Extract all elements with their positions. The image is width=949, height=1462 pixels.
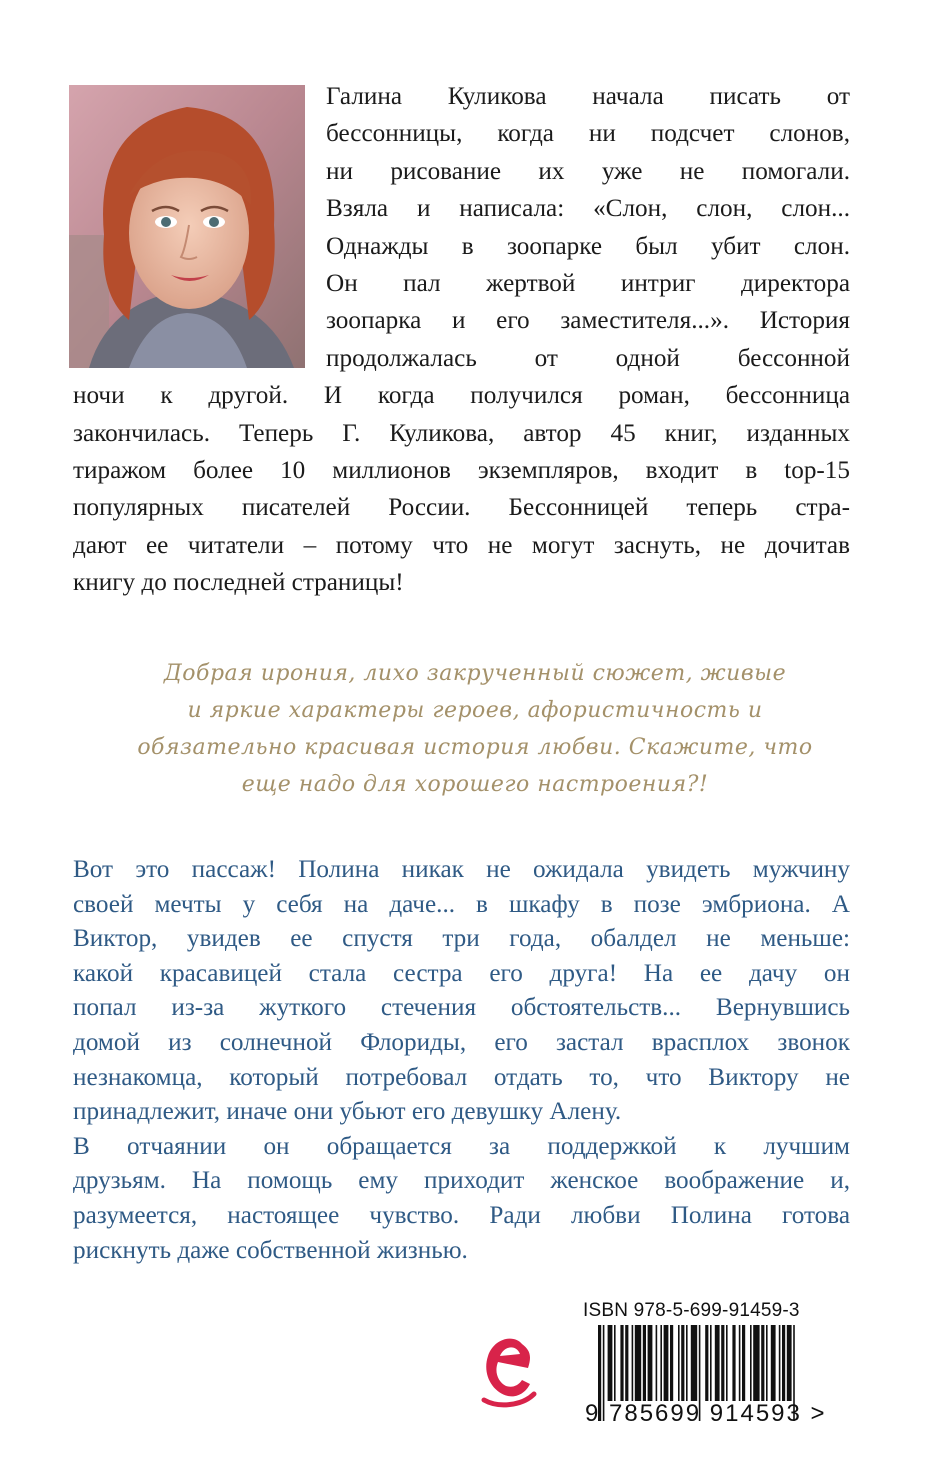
blurb-line: Виктор, увидев ее спустя три года, обалдел не меньше: <box>73 925 850 953</box>
bio-line: популярных писателей России. Бессонницей теперь стра- <box>73 494 850 522</box>
publisher-logo-icon <box>478 1330 540 1408</box>
blurb-line: своей мечты у себя на даче... в шкафу в позе эмбриона. А <box>73 890 850 918</box>
barcode-bar <box>771 1325 776 1401</box>
barcode-bar <box>686 1325 688 1401</box>
barcode-bar <box>721 1325 724 1401</box>
barcode-bar <box>625 1325 628 1401</box>
barcode-bar <box>732 1325 735 1401</box>
quote-line: обязательно красивая история любви. Скажите, что <box>137 735 813 760</box>
barcode-bar <box>726 1325 728 1401</box>
barcode-bar <box>753 1325 759 1401</box>
quote-line: еще надо для хорошего настроения?! <box>241 772 709 797</box>
blurb-line: попал из-за жуткого стечения обстоятельств... Вернувшись <box>73 994 850 1022</box>
barcode-bar <box>643 1325 646 1401</box>
barcode-bar <box>742 1325 745 1401</box>
barcode-bar <box>761 1325 764 1401</box>
blurb-line: домой из солнечной Флориды, его застал врасплох звонок <box>73 1028 850 1056</box>
blurb-line: друзьям. На помощь ему приходит женское воображение и, <box>73 1167 850 1195</box>
bio-line: Он пал жертвой интриг директора <box>326 269 850 297</box>
book-blurb <box>73 853 850 1268</box>
bio-line: ночи к другой. И когда получился роман, бессонница <box>73 382 850 410</box>
barcode-bar <box>779 1325 781 1401</box>
barcode-bar <box>678 1325 680 1401</box>
bio-line: Взяла и написала: «Слон, слон, слон... <box>326 195 850 223</box>
barcode-bar <box>608 1325 613 1401</box>
barcode-bar <box>691 1325 697 1401</box>
barcode-bar <box>635 1325 641 1401</box>
bio-line: бессонницы, когда ни подсчет слонов, <box>326 120 850 148</box>
barcode-bar <box>670 1325 673 1401</box>
barcode-bar <box>614 1325 616 1401</box>
bio-line: ни рисование их уже не помогали. <box>326 157 850 185</box>
blurb-line: рискнуть даже собственной жизнью. <box>73 1236 468 1264</box>
blurb-line: Вот это пассаж! Полина никак не ожидала увидеть мужчину <box>73 856 850 883</box>
blurb-line: принадлежит, иначе они убьют его девушку Алену. <box>73 1098 622 1126</box>
bio-line: Однажды в зоопарке был убит слон. <box>326 232 850 260</box>
bio-line: тиражом более 10 миллионов экземпляров, входит в top-15 <box>73 456 850 484</box>
barcode-bar <box>648 1325 653 1401</box>
barcode-bar <box>710 1325 712 1401</box>
bio-line: зоопарка и его заместителя...». История <box>326 307 850 335</box>
bio-line: продолжалась от одной бессонной <box>326 344 850 372</box>
barcode-digits: 9 785699 914593 > <box>585 1400 827 1427</box>
blurb-line: В отчаянии он обращается за поддержкой к лучшим <box>73 1132 850 1160</box>
barcode-bar <box>766 1325 768 1401</box>
quote-line: и яркие характеры героев, афористичность и <box>187 698 763 723</box>
barcode-bar <box>739 1325 741 1401</box>
blurb-line: разумеется, настоящее чувство. Ради любви Полина готова <box>73 1201 850 1229</box>
barcode-bar <box>705 1325 708 1401</box>
quote-line: Добрая ирония, лихо закрученный сюжет, живые <box>163 661 787 686</box>
barcode-bar <box>787 1325 792 1401</box>
barcode-bar <box>656 1325 658 1401</box>
barcode-bar <box>620 1325 623 1401</box>
barcode-bar <box>715 1325 720 1401</box>
bio-line: закончилась. Теперь Г. Куликова, автор 45 книг, изданных <box>73 419 850 447</box>
bio-line: Галина Куликова начала писать от <box>326 83 850 110</box>
barcode-bar <box>660 1325 662 1401</box>
bio-line: книгу до последней страницы! <box>73 569 404 597</box>
handwritten-quote <box>100 655 850 803</box>
blurb-line: какой красавицей стала сестра его друга! На ее дачу он <box>73 959 850 987</box>
barcode-bar <box>782 1325 785 1401</box>
blurb-line: незнакомца, который потребовал отдать то, что Виктору не <box>73 1063 850 1091</box>
barcode-bar <box>681 1325 684 1401</box>
barcode-bar <box>632 1325 634 1401</box>
barcode-bar <box>664 1325 669 1401</box>
bio-line: дают ее читатели – потому что не могут заснуть, не дочитав <box>73 531 850 559</box>
isbn-label: ISBN 978-5-699-91459-3 <box>583 1300 800 1321</box>
author-bio <box>73 78 850 601</box>
barcode-bar <box>750 1325 752 1401</box>
